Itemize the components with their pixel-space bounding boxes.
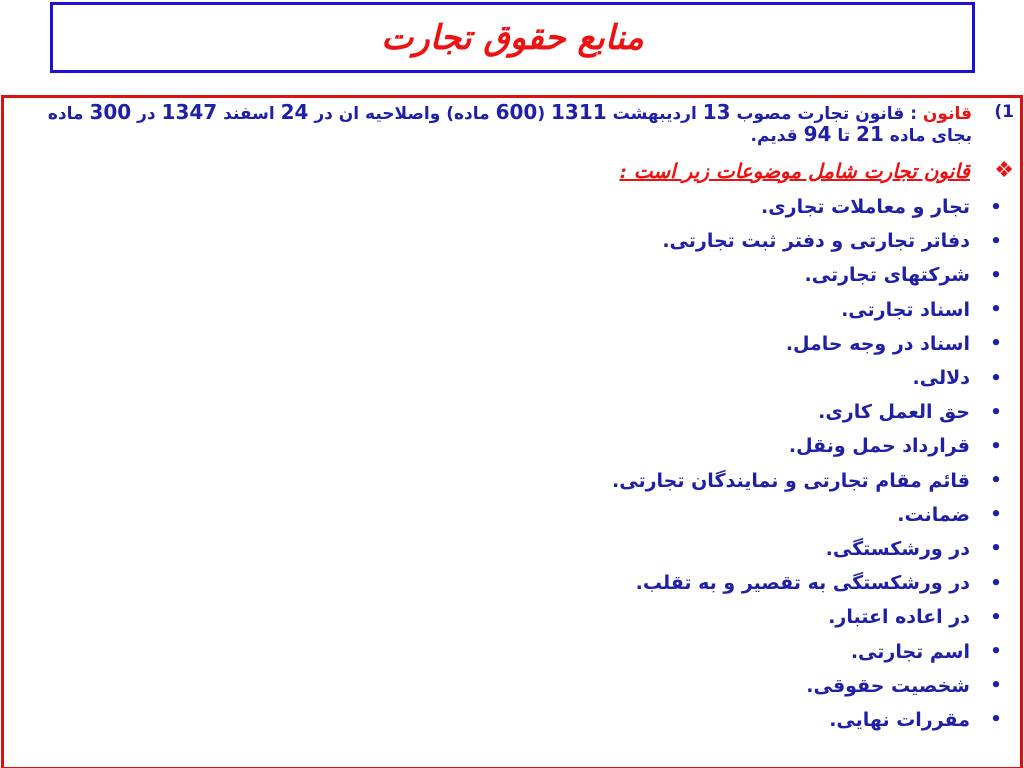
- list-item-text: در اعاده اعتبار.: [828, 606, 970, 629]
- intro-part-9: قدیم.: [750, 126, 804, 146]
- topics-heading: قانون تجارت شامل موضوعات زیر است :: [619, 159, 970, 183]
- intro-part-3: (: [537, 104, 552, 124]
- bullet-icon: •: [990, 196, 1002, 218]
- list-item: [14, 190, 1014, 224]
- list-item-text: در ورشکستگی به تقصیر و به تقلب.: [635, 572, 970, 595]
- intro-num-1347: 1347: [161, 100, 218, 124]
- bullet-icon: •: [990, 709, 1002, 731]
- content-body: [4, 98, 1020, 737]
- list-item: [14, 361, 1014, 395]
- intro-text: [14, 102, 978, 146]
- list-item: [14, 224, 1014, 258]
- list-item-text: شخصیت حقوقی.: [806, 674, 970, 697]
- list-item-text: قرارداد حمل ونقل.: [788, 435, 970, 458]
- bullet-icon: •: [990, 230, 1002, 252]
- intro-colon: :: [904, 104, 923, 124]
- bullet-icon: •: [990, 538, 1002, 560]
- intro-number: (1: [994, 102, 1014, 122]
- bullet-icon: •: [990, 606, 1002, 628]
- intro-part-8: تا: [831, 126, 857, 146]
- list-item-text: دلالی.: [912, 367, 970, 390]
- bullet-icon: •: [990, 367, 1002, 389]
- bullet-icon: •: [990, 264, 1002, 286]
- bullet-icon: •: [990, 333, 1002, 355]
- diamond-bullet-icon: ❖: [994, 158, 1014, 183]
- topics-heading-row: [14, 156, 1014, 186]
- intro-part-4: ماده) واصلاحیه ان در: [308, 104, 496, 124]
- list-item-text: ضمانت.: [897, 503, 970, 526]
- bullet-icon: •: [990, 401, 1002, 423]
- content-frame: [1, 95, 1023, 768]
- bullet-icon: •: [990, 572, 1002, 594]
- list-item-text: شرکتهای تجارتی.: [804, 264, 970, 287]
- bullet-icon: •: [990, 299, 1002, 321]
- intro-num-24: 24: [280, 100, 309, 124]
- list-item: [14, 566, 1014, 600]
- list-item-text: دفاتر تجارتی و دفتر ثبت تجارتی.: [662, 230, 970, 253]
- list-item: [14, 429, 1014, 463]
- intro-part-6: در: [131, 104, 162, 124]
- list-item: [14, 669, 1014, 703]
- list-item-text: اسناد تجارتی.: [841, 298, 970, 321]
- intro-paragraph: [14, 102, 1014, 146]
- list-item-text: اسم تجارتی.: [850, 640, 970, 663]
- intro-part-5: اسفند: [217, 104, 281, 124]
- list-item: [14, 634, 1014, 668]
- slide-title: منابع حقوق تجارت: [381, 17, 644, 58]
- title-frame: [50, 2, 975, 73]
- list-item-text: اسناد در وجه حامل.: [785, 332, 970, 355]
- intro-num-600: 600: [495, 100, 538, 124]
- list-item-text: مقررات نهایی.: [829, 708, 970, 731]
- intro-part-2: اردیبهشت: [606, 104, 703, 124]
- list-item-text: حق العمل کاری.: [818, 401, 970, 424]
- list-item: [14, 464, 1014, 498]
- list-item-text: در ورشکستگی.: [825, 537, 970, 560]
- intro-part-1: قانون تجارت مصوب: [730, 104, 905, 124]
- bullet-icon: •: [990, 641, 1002, 663]
- bullet-icon: •: [990, 675, 1002, 697]
- law-word: قانون: [922, 104, 972, 124]
- intro-num-94: 94: [803, 122, 832, 146]
- list-item: [14, 293, 1014, 327]
- list-item: [14, 327, 1014, 361]
- bullet-icon: •: [990, 470, 1002, 492]
- list-item-text: قائم مقام تجارتی و نمایندگان تجارتی.: [612, 469, 970, 492]
- topics-list: [14, 190, 1014, 737]
- list-item: [14, 258, 1014, 292]
- intro-num-13: 13: [702, 100, 731, 124]
- list-item: [14, 395, 1014, 429]
- bullet-icon: •: [990, 435, 1002, 457]
- intro-num-300: 300: [89, 100, 132, 124]
- list-item: [14, 600, 1014, 634]
- intro-num-21: 21: [856, 122, 884, 146]
- list-item: [14, 532, 1014, 566]
- list-item: [14, 498, 1014, 532]
- list-item: [14, 703, 1014, 737]
- intro-num-1311: 1311: [551, 100, 607, 124]
- list-item-text: تجار و معاملات تجاری.: [761, 196, 970, 219]
- intro-part-7: ماده بجای ماده: [47, 104, 972, 146]
- bullet-icon: •: [990, 504, 1002, 526]
